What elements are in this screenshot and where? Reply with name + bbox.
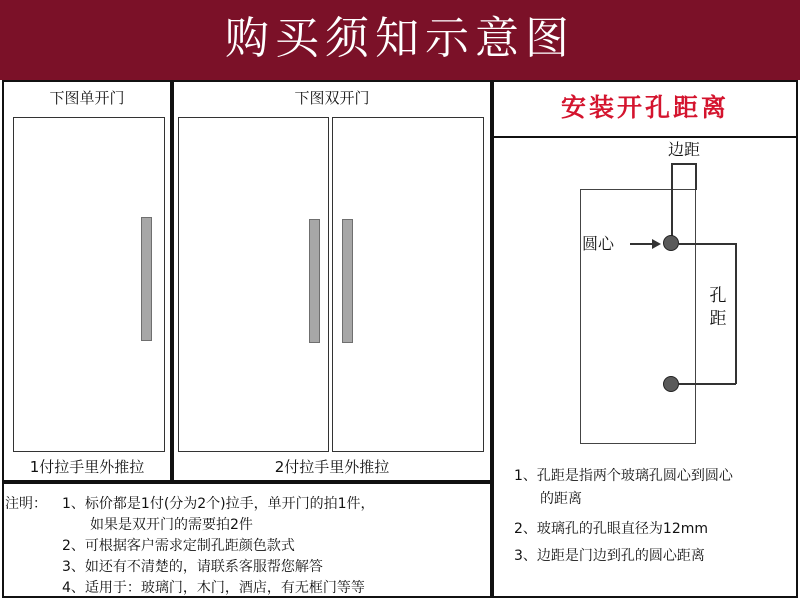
page-title: 购买须知示意图 bbox=[225, 13, 575, 64]
hole-note-1: 1、孔距是指两个玻璃孔圆心到圆心 bbox=[514, 468, 733, 484]
hole-note-3: 3、边距是门边到孔的圆心距离 bbox=[514, 548, 705, 564]
edge-bracket-right bbox=[695, 163, 697, 190]
single-door-caption: 下图单开门 bbox=[49, 89, 125, 107]
lower-hole bbox=[663, 376, 679, 392]
double-door-caption: 下图双开门 bbox=[294, 89, 370, 107]
hole-note-2: 2、玻璃孔的孔眼直径为12mm bbox=[514, 521, 708, 537]
single-door-footer: 1付拉手里外推拉 bbox=[29, 458, 145, 476]
double-door-left-glass bbox=[178, 117, 329, 452]
center-pointer-arrowhead bbox=[652, 239, 661, 249]
hole-spacing-label-1: 孔 bbox=[706, 285, 730, 307]
spacing-bracket-right bbox=[735, 243, 737, 384]
spacing-bracket-top bbox=[679, 243, 736, 245]
notes-line-1: 1、标价都是1付(分为2个)拉手，单开门的拍1件， bbox=[62, 496, 375, 512]
notes-line-4: 4、适用于：玻璃门，木门，酒店，有无框门等等 bbox=[62, 580, 365, 596]
notes-line-2: 2、可根据客户需求定制孔距颜色款式 bbox=[62, 538, 295, 554]
edge-bracket-left bbox=[671, 163, 673, 240]
circle-center-label: 圆心 bbox=[582, 234, 615, 253]
hole-spacing-heading: 安装开孔距离 bbox=[560, 93, 729, 122]
single-door-handle bbox=[141, 217, 152, 341]
double-door-right-glass bbox=[332, 117, 484, 452]
notes-prefix: 注明： bbox=[5, 496, 47, 512]
double-door-right-handle bbox=[342, 219, 353, 343]
center-pointer-line bbox=[630, 243, 654, 245]
spacing-bracket-bottom bbox=[679, 383, 736, 385]
hole-note-1-cont: 的距离 bbox=[540, 491, 582, 507]
double-door-left-handle bbox=[309, 219, 320, 343]
edge-bracket-top bbox=[671, 163, 696, 165]
notes-line-3: 3、如还有不清楚的，请联系客服帮您解答 bbox=[62, 559, 323, 575]
double-door-footer: 2付拉手里外推拉 bbox=[274, 458, 390, 476]
upper-hole bbox=[663, 235, 679, 251]
glass-panel-diagram bbox=[580, 189, 696, 444]
hole-spacing-heading-divider bbox=[494, 136, 796, 138]
hole-spacing-label-2: 距 bbox=[706, 308, 730, 330]
edge-distance-label: 边距 bbox=[667, 140, 700, 159]
notes-line-1-cont: 如果是双开门的需要拍2件 bbox=[90, 517, 253, 533]
